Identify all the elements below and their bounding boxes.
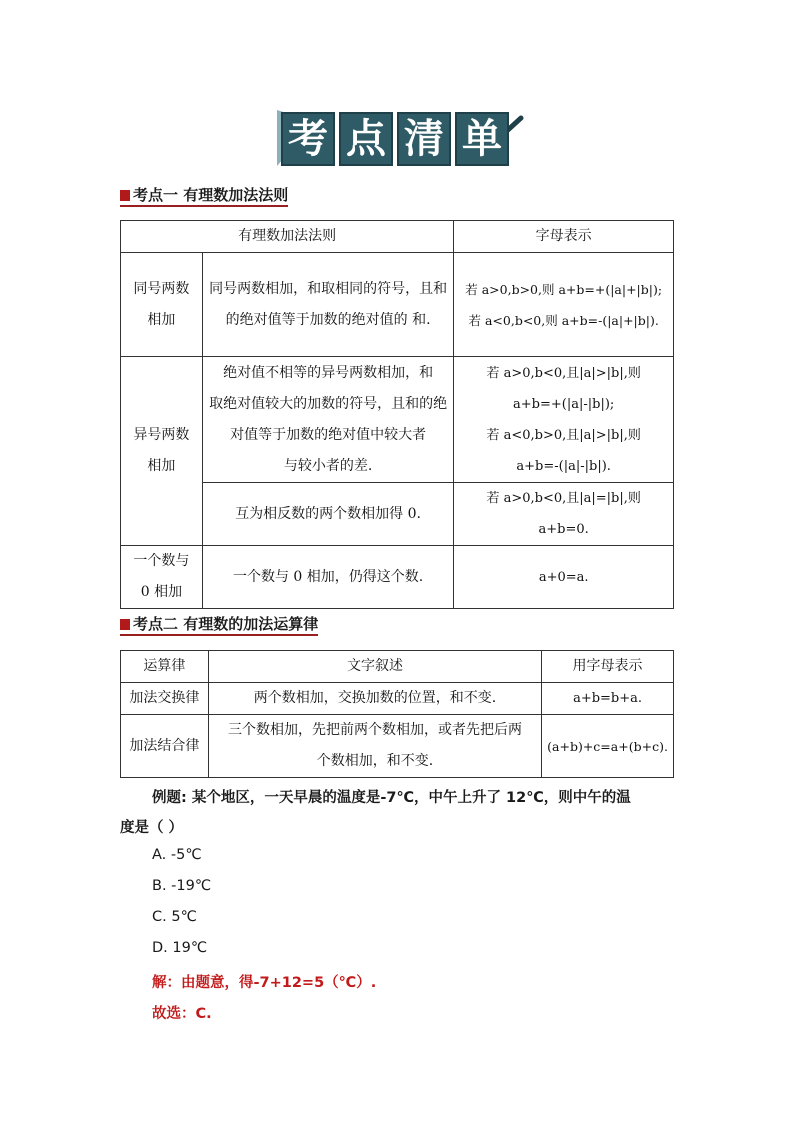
table-row [121,253,674,357]
row-category: 同号两数 相加 [121,253,203,357]
row-description: 互为相反数的两个数相加得 0. [202,483,453,546]
header-letters: 用字母表示 [542,651,674,683]
banner-char: 单 [455,112,509,166]
row-law: 加法结合律 [121,715,209,778]
row-description: 绝对值不相等的异号两数相加，和 取绝对值较大的加数的符号，且和的绝 对值等于加数的绝对值中较大者 与较小者的差. [202,357,453,483]
option-d: D. 19℃ [152,940,208,956]
row-letters: 若 a>0,b<0,且|a|=|b|,则 a+b=0. [454,483,674,546]
banner-char: 考 [281,112,335,166]
table-row [121,357,674,483]
table-row [121,546,674,609]
answer-text: 故选：C. [152,1006,212,1022]
row-letters: a+b=b+a. [542,683,674,715]
header-text: 文字叙述 [208,651,541,683]
row-category: 异号两数 相加 [121,357,203,546]
example-question-line1: 例题: 某个地区，一天早晨的温度是-7℃，中午上升了 12℃，则中午的温 [152,790,631,806]
section-2-heading: 考点二 有理数的加法运算律 [120,615,318,636]
banner-char: 点 [339,112,393,166]
addition-laws-table [120,650,674,778]
row-letters: 若 a>0,b>0,则 a+b=+(|a|+|b|); 若 a<0,b<0,则 a+b=-(|a|+|b|). [454,253,674,357]
heading-marker-icon [120,190,130,201]
table-header-row [121,221,674,253]
addition-rules-table [120,220,674,609]
row-description: 同号两数相加，和取相同的符号，且和 的绝对值等于加数的绝对值的 和. [202,253,453,357]
row-letters: a+0=a. [454,546,674,609]
option-c: C. 5℃ [152,909,197,925]
header-letters: 字母表示 [454,221,674,253]
table-header-row [121,651,674,683]
row-letters: (a+b)+c=a+(b+c). [542,715,674,778]
option-a: A. -5℃ [152,847,202,863]
table-row [121,715,674,778]
heading-marker-icon [120,619,130,630]
row-text: 两个数相加，交换加数的位置，和不变. [208,683,541,715]
option-b: B. -19℃ [152,878,212,894]
section-1-heading: 考点一 有理数加法法则 [120,186,288,207]
table-row [121,683,674,715]
row-category: 一个数与 0 相加 [121,546,203,609]
title-banner [275,108,525,170]
row-law: 加法交换律 [121,683,209,715]
banner-char: 清 [397,112,451,166]
row-text: 三个数相加，先把前两个数相加，或者先把后两 个数相加，和不变. [208,715,541,778]
row-description: 一个数与 0 相加，仍得这个数. [202,546,453,609]
example-question-line2: 度是（ ） [120,820,184,836]
header-law: 运算律 [121,651,209,683]
header-rule: 有理数加法法则 [121,221,454,253]
solution-text: 解：由题意，得-7+12=5（℃）. [152,975,377,991]
row-letters: 若 a>0,b<0,且|a|>|b|,则 a+b=+(|a|-|b|); 若 a<0,b>0,且|a|>|b|,则 a+b=-(|a|-|b|). [454,357,674,483]
table-row [121,483,674,546]
